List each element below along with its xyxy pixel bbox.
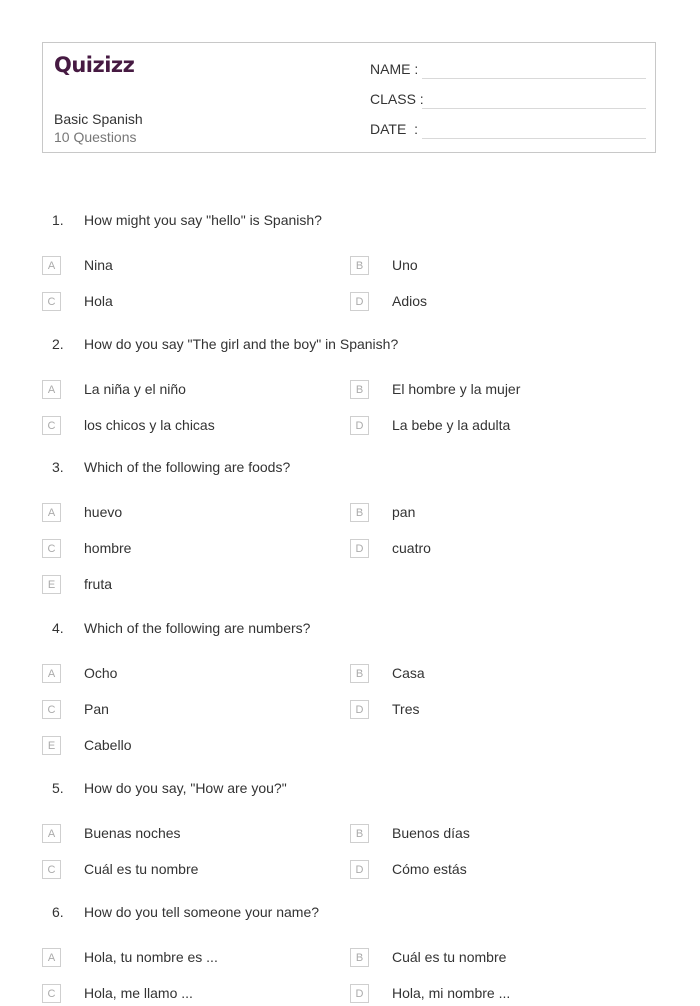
option-letter-box: C <box>42 700 61 719</box>
option-text: Buenos días <box>392 825 470 841</box>
option-letter-box: D <box>350 539 369 558</box>
worksheet-title: Basic Spanish <box>54 111 143 127</box>
option-letter-box: D <box>350 860 369 879</box>
option-text: Pan <box>84 701 109 717</box>
option-text: La niña y el niño <box>84 381 186 397</box>
option-text: Hola, mi nombre ... <box>392 985 511 1001</box>
option-letter-box: B <box>350 503 369 522</box>
option-letter-box: D <box>350 700 369 719</box>
option-letter-box: C <box>42 416 61 435</box>
option-letter-box: C <box>42 539 61 558</box>
question-text: How do you tell someone your name? <box>84 904 320 920</box>
option-text: Uno <box>392 257 418 273</box>
class-line <box>422 108 646 109</box>
option-letter-box: B <box>350 256 369 275</box>
option-letter-box: C <box>42 984 61 1003</box>
option-text: Hola <box>84 293 113 309</box>
option-letter-box: A <box>42 948 61 967</box>
option-text: Cómo estás <box>392 861 467 877</box>
option-letter-box: C <box>42 292 61 311</box>
date-line <box>422 138 646 139</box>
option-letter-box: B <box>350 824 369 843</box>
date-field[interactable] <box>370 119 646 139</box>
date-label: DATE : <box>370 121 418 137</box>
option-text: Buenas noches <box>84 825 181 841</box>
option-letter-box: A <box>42 380 61 399</box>
question-text: How do you say "The girl and the boy" in Spanish? <box>84 336 399 352</box>
question-text: How do you say, "How are you?" <box>84 780 287 796</box>
quizizz-logo: Quizizz <box>54 53 135 77</box>
question-text: Which of the following are foods? <box>84 459 291 475</box>
class-field[interactable] <box>370 89 646 109</box>
name-field[interactable] <box>370 59 646 79</box>
name-line <box>422 78 646 79</box>
option-letter-box: B <box>350 380 369 399</box>
question-number: 2. <box>52 336 64 352</box>
question-text: Which of the following are numbers? <box>84 620 311 636</box>
option-text: huevo <box>84 504 123 520</box>
question-number: 4. <box>52 620 64 636</box>
option-letter-box: E <box>42 736 61 755</box>
option-text: Cabello <box>84 737 132 753</box>
option-letter-box: A <box>42 503 61 522</box>
question-number: 5. <box>52 780 64 796</box>
question-number: 6. <box>52 904 64 920</box>
option-letter-box: C <box>42 860 61 879</box>
option-text: La bebe y la adulta <box>392 417 511 433</box>
option-text: cuatro <box>392 540 431 556</box>
option-text: Adios <box>392 293 428 309</box>
option-letter-box: A <box>42 256 61 275</box>
option-text: Ocho <box>84 665 118 681</box>
option-letter-box: A <box>42 664 61 683</box>
name-label: NAME : <box>370 61 419 77</box>
option-text: El hombre y la mujer <box>392 381 521 397</box>
worksheet-header <box>42 42 656 153</box>
option-letter-box: A <box>42 824 61 843</box>
option-text: Casa <box>392 665 425 681</box>
option-text: hombre <box>84 540 132 556</box>
option-text: los chicos y la chicas <box>84 417 215 433</box>
question-number: 1. <box>52 212 64 228</box>
question-text: How might you say "hello" is Spanish? <box>84 212 322 228</box>
option-letter-box: D <box>350 292 369 311</box>
option-text: Hola, me llamo ... <box>84 985 193 1001</box>
option-letter-box: B <box>350 948 369 967</box>
option-text: Nina <box>84 257 113 273</box>
option-letter-box: B <box>350 664 369 683</box>
option-letter-box: E <box>42 575 61 594</box>
option-text: Hola, tu nombre es ... <box>84 949 218 965</box>
option-text: Cuál es tu nombre <box>84 861 199 877</box>
class-label: CLASS : <box>370 91 424 107</box>
option-text: Tres <box>392 701 420 717</box>
option-text: fruta <box>84 576 113 592</box>
option-text: pan <box>392 504 416 520</box>
question-count: 10 Questions <box>54 129 137 145</box>
option-letter-box: D <box>350 984 369 1003</box>
question-number: 3. <box>52 459 64 475</box>
option-letter-box: D <box>350 416 369 435</box>
option-text: Cuál es tu nombre <box>392 949 507 965</box>
